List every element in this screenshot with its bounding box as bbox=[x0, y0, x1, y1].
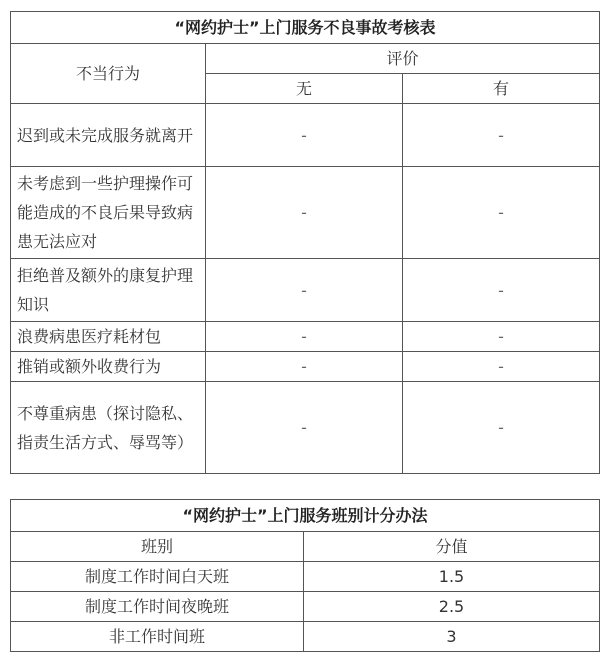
header-row bbox=[11, 532, 600, 562]
shift-cell: 制度工作时间白天班 bbox=[11, 562, 304, 592]
table-row bbox=[11, 592, 600, 622]
have-cell: - bbox=[403, 382, 600, 474]
table-title-row bbox=[11, 500, 600, 532]
none-cell: - bbox=[206, 259, 403, 322]
have-column-header: 有 bbox=[403, 74, 600, 104]
shift-cell: 非工作时间班 bbox=[11, 622, 304, 652]
shift-table-title: “网约护士”上门服务班别计分办法 bbox=[11, 500, 600, 532]
have-cell: - bbox=[403, 259, 600, 322]
have-cell: - bbox=[403, 352, 600, 382]
score-cell: 2.5 bbox=[304, 592, 600, 622]
behavior-cell: 浪费病患医疗耗材包 bbox=[11, 322, 206, 352]
behavior-cell: 迟到或未完成服务就离开 bbox=[11, 104, 206, 167]
table-row bbox=[11, 352, 600, 382]
shift-cell: 制度工作时间夜晚班 bbox=[11, 592, 304, 622]
header-row bbox=[11, 44, 600, 74]
score-column-header: 分值 bbox=[304, 532, 600, 562]
table-row bbox=[11, 259, 600, 322]
shift-column-header: 班别 bbox=[11, 532, 304, 562]
none-cell: - bbox=[206, 322, 403, 352]
have-cell: - bbox=[403, 167, 600, 259]
behavior-cell: 推销或额外收费行为 bbox=[11, 352, 206, 382]
none-column-header: 无 bbox=[206, 74, 403, 104]
none-cell: - bbox=[206, 167, 403, 259]
table-title-row bbox=[11, 12, 600, 44]
table-row bbox=[11, 622, 600, 652]
behavior-cell: 未考虑到一些护理操作可能造成的不良后果导致病患无法应对 bbox=[11, 167, 206, 259]
none-cell: - bbox=[206, 104, 403, 167]
incident-assessment-table bbox=[10, 11, 600, 474]
table-row bbox=[11, 382, 600, 474]
behavior-cell: 拒绝普及额外的康复护理知识 bbox=[11, 259, 206, 322]
table-row bbox=[11, 167, 600, 259]
table-row bbox=[11, 562, 600, 592]
have-cell: - bbox=[403, 104, 600, 167]
behavior-cell: 不尊重病患（探讨隐私、指责生活方式、辱骂等） bbox=[11, 382, 206, 474]
none-cell: - bbox=[206, 352, 403, 382]
none-cell: - bbox=[206, 382, 403, 474]
table-row bbox=[11, 322, 600, 352]
score-cell: 1.5 bbox=[304, 562, 600, 592]
shift-scoring-table bbox=[10, 499, 600, 652]
incident-table-title: “网约护士”上门服务不良事故考核表 bbox=[11, 12, 600, 44]
table-row bbox=[11, 104, 600, 167]
score-cell: 3 bbox=[304, 622, 600, 652]
have-cell: - bbox=[403, 322, 600, 352]
behavior-column-header: 不当行为 bbox=[11, 44, 206, 104]
evaluation-column-header: 评价 bbox=[206, 44, 600, 74]
